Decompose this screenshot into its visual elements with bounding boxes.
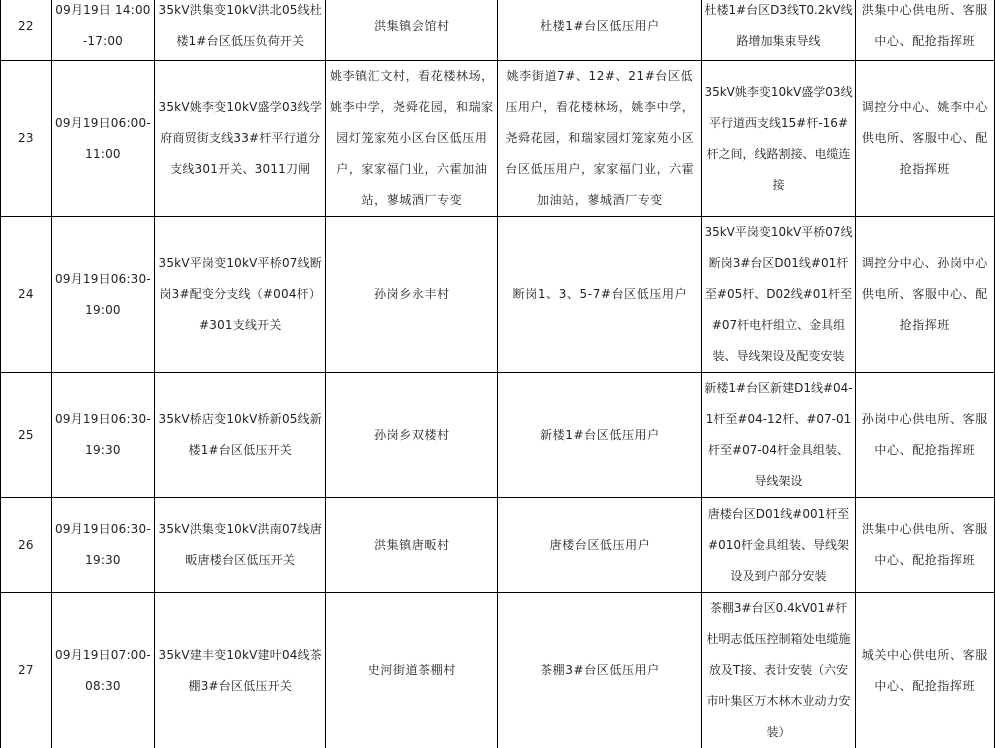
table-row — [1, 498, 995, 593]
responsible-units: 洪集中心供电所、客服中心、配抢指挥班 — [855, 0, 994, 61]
outage-scope: 洪集镇唐畈村 — [326, 498, 498, 593]
table-row — [1, 217, 995, 373]
outage-line: 35kV姚李变10kV盛学03线学府商贸街支线33#杆平行道分支线301开关、3011刀闸 — [155, 61, 326, 217]
work-content: 35kV平岗变10kV平桥07线断岗3#台区D01线#01杆至#05杆、D02线#01杆至#07杆电杆组立、金具组装、导线架设及配变安装 — [702, 217, 855, 373]
table-row — [1, 0, 995, 61]
responsible-units: 孙岗中心供电所、客服中心、配抢指挥班 — [855, 373, 994, 498]
outage-line: 35kV桥店变10kV桥新05线新楼1#台区低压开关 — [155, 373, 326, 498]
row-number: 25 — [1, 373, 52, 498]
work-content: 杜楼1#台区D3线T0.2kV线路增加集束导线 — [702, 0, 855, 61]
row-number: 24 — [1, 217, 52, 373]
table-row — [1, 61, 995, 217]
outage-scope: 洪集镇会馆村 — [326, 0, 498, 61]
table-row — [1, 593, 995, 748]
responsible-units: 调控分中心、孙岗中心供电所、客服中心、配抢指挥班 — [855, 217, 994, 373]
row-number: 22 — [1, 0, 52, 61]
outage-scope: 孙岗乡永丰村 — [326, 217, 498, 373]
outage-line: 35kV建丰变10kV建叶04线茶棚3#台区低压开关 — [155, 593, 326, 748]
row-number: 27 — [1, 593, 52, 748]
outage-time: 09月19日07:00-08:30 — [51, 593, 154, 748]
affected-users: 姚李街道7#、12#、21#台区低压用户，看花楼林场，姚李中学，尧舜花园，和瑞家园灯笼家苑小区台区低压用户，家家福门业，六霍加油站，蓼城酒厂专变 — [498, 61, 702, 217]
work-content: 35kV姚李变10kV盛学03线平行道西支线15#杆-16#杆之间，线路割接、电缆连接 — [702, 61, 855, 217]
affected-users: 杜楼1#台区低压用户 — [498, 0, 702, 61]
responsible-units: 洪集中心供电所、客服中心、配抢指挥班 — [855, 498, 994, 593]
outage-scope: 史河街道茶棚村 — [326, 593, 498, 748]
work-content: 茶棚3#台区0.4kV01#杆杜明志低压控制箱处电缆施放及T接、表计安装（六安市叶集区万木林木业动力安装） — [702, 593, 855, 748]
work-content: 唐楼台区D01线#001杆至#010杆金具组装、导线架设及到户部分安装 — [702, 498, 855, 593]
outage-line: 35kV洪集变10kV洪北05线杜楼1#台区低压负荷开关 — [155, 0, 326, 61]
outage-time: 09月19日06:30-19:30 — [51, 373, 154, 498]
row-number: 26 — [1, 498, 52, 593]
row-number: 23 — [1, 61, 52, 217]
outage-line: 35kV洪集变10kV洪南07线唐畈唐楼台区低压开关 — [155, 498, 326, 593]
outage-line: 35kV平岗变10kV平桥07线断岗3#配变分支线（#004杆）#301支线开关 — [155, 217, 326, 373]
outage-scope: 姚李镇汇文村，看花楼林场，姚李中学，尧舜花园，和瑞家园灯笼家苑小区台区低压用户，家家福门业，六霍加油站，蓼城酒厂专变 — [326, 61, 498, 217]
affected-users: 茶棚3#台区低压用户 — [498, 593, 702, 748]
affected-users: 唐楼台区低压用户 — [498, 498, 702, 593]
responsible-units: 城关中心供电所、客服中心、配抢指挥班 — [855, 593, 994, 748]
outage-time: 09月19日06:30-19:30 — [51, 498, 154, 593]
outage-time: 09月19日06:00-11:00 — [51, 61, 154, 217]
affected-users: 新楼1#台区低压用户 — [498, 373, 702, 498]
responsible-units: 调控分中心、姚李中心供电所、客服中心、配抢指挥班 — [855, 61, 994, 217]
affected-users: 断岗1、3、5-7#台区低压用户 — [498, 217, 702, 373]
outage-scope: 孙岗乡双楼村 — [326, 373, 498, 498]
outage-time: 09月19日06:30-19:00 — [51, 217, 154, 373]
outage-time: 09月19日 14:00-17:00 — [51, 0, 154, 61]
work-content: 新楼1#台区新建D1线#04-1杆至#04-12杆、#07-01杆至#07-04杆金具组装、导线架设 — [702, 373, 855, 498]
table-row — [1, 373, 995, 498]
